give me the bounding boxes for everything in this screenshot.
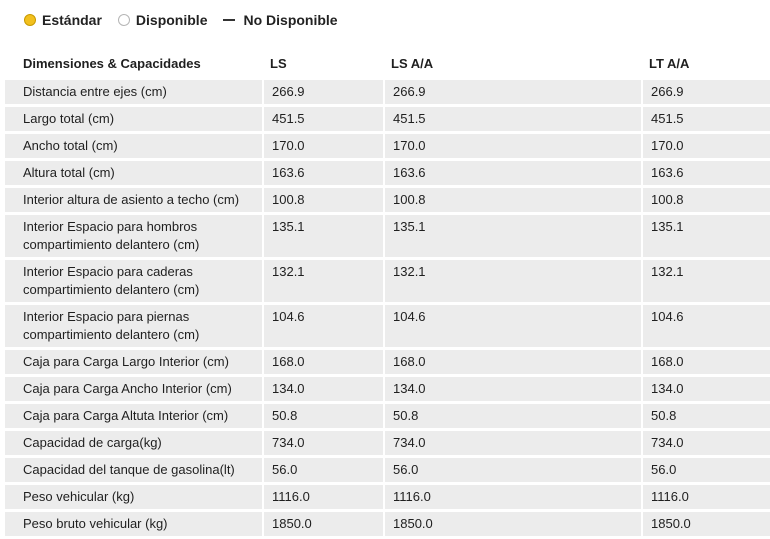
header-lt-aa: LT A/A <box>649 55 690 71</box>
standard-dot-icon <box>24 14 36 26</box>
specs-table <box>5 46 770 539</box>
cell-lt-aa: 734.0 <box>641 431 770 455</box>
row-label: Peso bruto vehicular (kg) <box>5 512 262 536</box>
cell-ls-aa: 266.9 <box>383 80 641 104</box>
table-row <box>5 458 770 482</box>
cell-ls-aa: 50.8 <box>383 404 641 428</box>
cell-lt-aa: 134.0 <box>641 377 770 401</box>
cell-lt-aa: 163.6 <box>641 161 770 185</box>
header-ls: LS <box>270 55 287 71</box>
table-row <box>5 134 770 158</box>
cell-ls: 135.1 <box>262 215 383 257</box>
cell-ls-aa: 132.1 <box>383 260 641 302</box>
cell-ls-aa: 100.8 <box>383 188 641 212</box>
legend-standard-label: Estándar <box>42 12 102 28</box>
table-row <box>5 305 770 347</box>
row-label: Interior altura de asiento a techo (cm) <box>5 188 262 212</box>
legend-unavailable <box>223 12 337 28</box>
cell-ls: 104.6 <box>262 305 383 347</box>
available-circle-icon <box>118 14 130 26</box>
cell-ls: 134.0 <box>262 377 383 401</box>
cell-ls: 56.0 <box>262 458 383 482</box>
table-row <box>5 107 770 131</box>
cell-ls: 1850.0 <box>262 512 383 536</box>
cell-ls-aa: 451.5 <box>383 107 641 131</box>
legend-available <box>118 12 208 28</box>
table-body <box>5 80 770 536</box>
cell-lt-aa: 135.1 <box>641 215 770 257</box>
table-row <box>5 80 770 104</box>
table-row <box>5 431 770 455</box>
cell-ls: 168.0 <box>262 350 383 374</box>
cell-ls-aa: 1850.0 <box>383 512 641 536</box>
table-row <box>5 512 770 536</box>
row-label: Distancia entre ejes (cm) <box>5 80 262 104</box>
header-ls-aa: LS A/A <box>391 55 434 71</box>
row-label: Altura total (cm) <box>5 161 262 185</box>
cell-ls-aa: 135.1 <box>383 215 641 257</box>
cell-lt-aa: 56.0 <box>641 458 770 482</box>
cell-ls-aa: 734.0 <box>383 431 641 455</box>
table-row <box>5 215 770 257</box>
row-label: Interior Espacio para piernas compartimiento delantero (cm) <box>5 305 262 347</box>
cell-ls: 163.6 <box>262 161 383 185</box>
cell-ls: 132.1 <box>262 260 383 302</box>
legend-unavailable-label: No Disponible <box>243 12 338 28</box>
table-row <box>5 260 770 302</box>
table-row <box>5 485 770 509</box>
cell-lt-aa: 100.8 <box>641 188 770 212</box>
row-label: Interior Espacio para caderas compartimiento delantero (cm) <box>5 260 262 302</box>
row-label: Caja para Carga Altuta Interior (cm) <box>5 404 262 428</box>
row-label: Caja para Carga Ancho Interior (cm) <box>5 377 262 401</box>
row-label: Capacidad del tanque de gasolina(lt) <box>5 458 262 482</box>
cell-ls: 170.0 <box>262 134 383 158</box>
row-label: Largo total (cm) <box>5 107 262 131</box>
row-label: Interior Espacio para hombros compartimiento delantero (cm) <box>5 215 262 257</box>
row-label: Capacidad de carga(kg) <box>5 431 262 455</box>
table-header-row <box>5 49 770 77</box>
cell-ls-aa: 170.0 <box>383 134 641 158</box>
table-row <box>5 350 770 374</box>
table-row <box>5 161 770 185</box>
cell-ls: 734.0 <box>262 431 383 455</box>
cell-lt-aa: 170.0 <box>641 134 770 158</box>
cell-lt-aa: 50.8 <box>641 404 770 428</box>
cell-lt-aa: 451.5 <box>641 107 770 131</box>
cell-ls-aa: 134.0 <box>383 377 641 401</box>
legend <box>24 11 354 29</box>
table-row <box>5 404 770 428</box>
cell-ls-aa: 168.0 <box>383 350 641 374</box>
cell-lt-aa: 1116.0 <box>641 485 770 509</box>
cell-ls-aa: 104.6 <box>383 305 641 347</box>
cell-lt-aa: 168.0 <box>641 350 770 374</box>
cell-ls: 50.8 <box>262 404 383 428</box>
row-label: Caja para Carga Largo Interior (cm) <box>5 350 262 374</box>
row-label: Peso vehicular (kg) <box>5 485 262 509</box>
cell-lt-aa: 266.9 <box>641 80 770 104</box>
row-label: Ancho total (cm) <box>5 134 262 158</box>
legend-standard <box>24 12 102 28</box>
cell-ls-aa: 1116.0 <box>383 485 641 509</box>
cell-lt-aa: 1850.0 <box>641 512 770 536</box>
table-row <box>5 377 770 401</box>
table-row <box>5 188 770 212</box>
cell-lt-aa: 104.6 <box>641 305 770 347</box>
cell-ls: 266.9 <box>262 80 383 104</box>
dash-icon <box>223 19 235 21</box>
cell-ls-aa: 56.0 <box>383 458 641 482</box>
cell-lt-aa: 132.1 <box>641 260 770 302</box>
cell-ls: 451.5 <box>262 107 383 131</box>
cell-ls: 100.8 <box>262 188 383 212</box>
legend-available-label: Disponible <box>135 12 208 28</box>
header-category: Dimensiones & Capacidades <box>23 55 201 71</box>
cell-ls-aa: 163.6 <box>383 161 641 185</box>
cell-ls: 1116.0 <box>262 485 383 509</box>
